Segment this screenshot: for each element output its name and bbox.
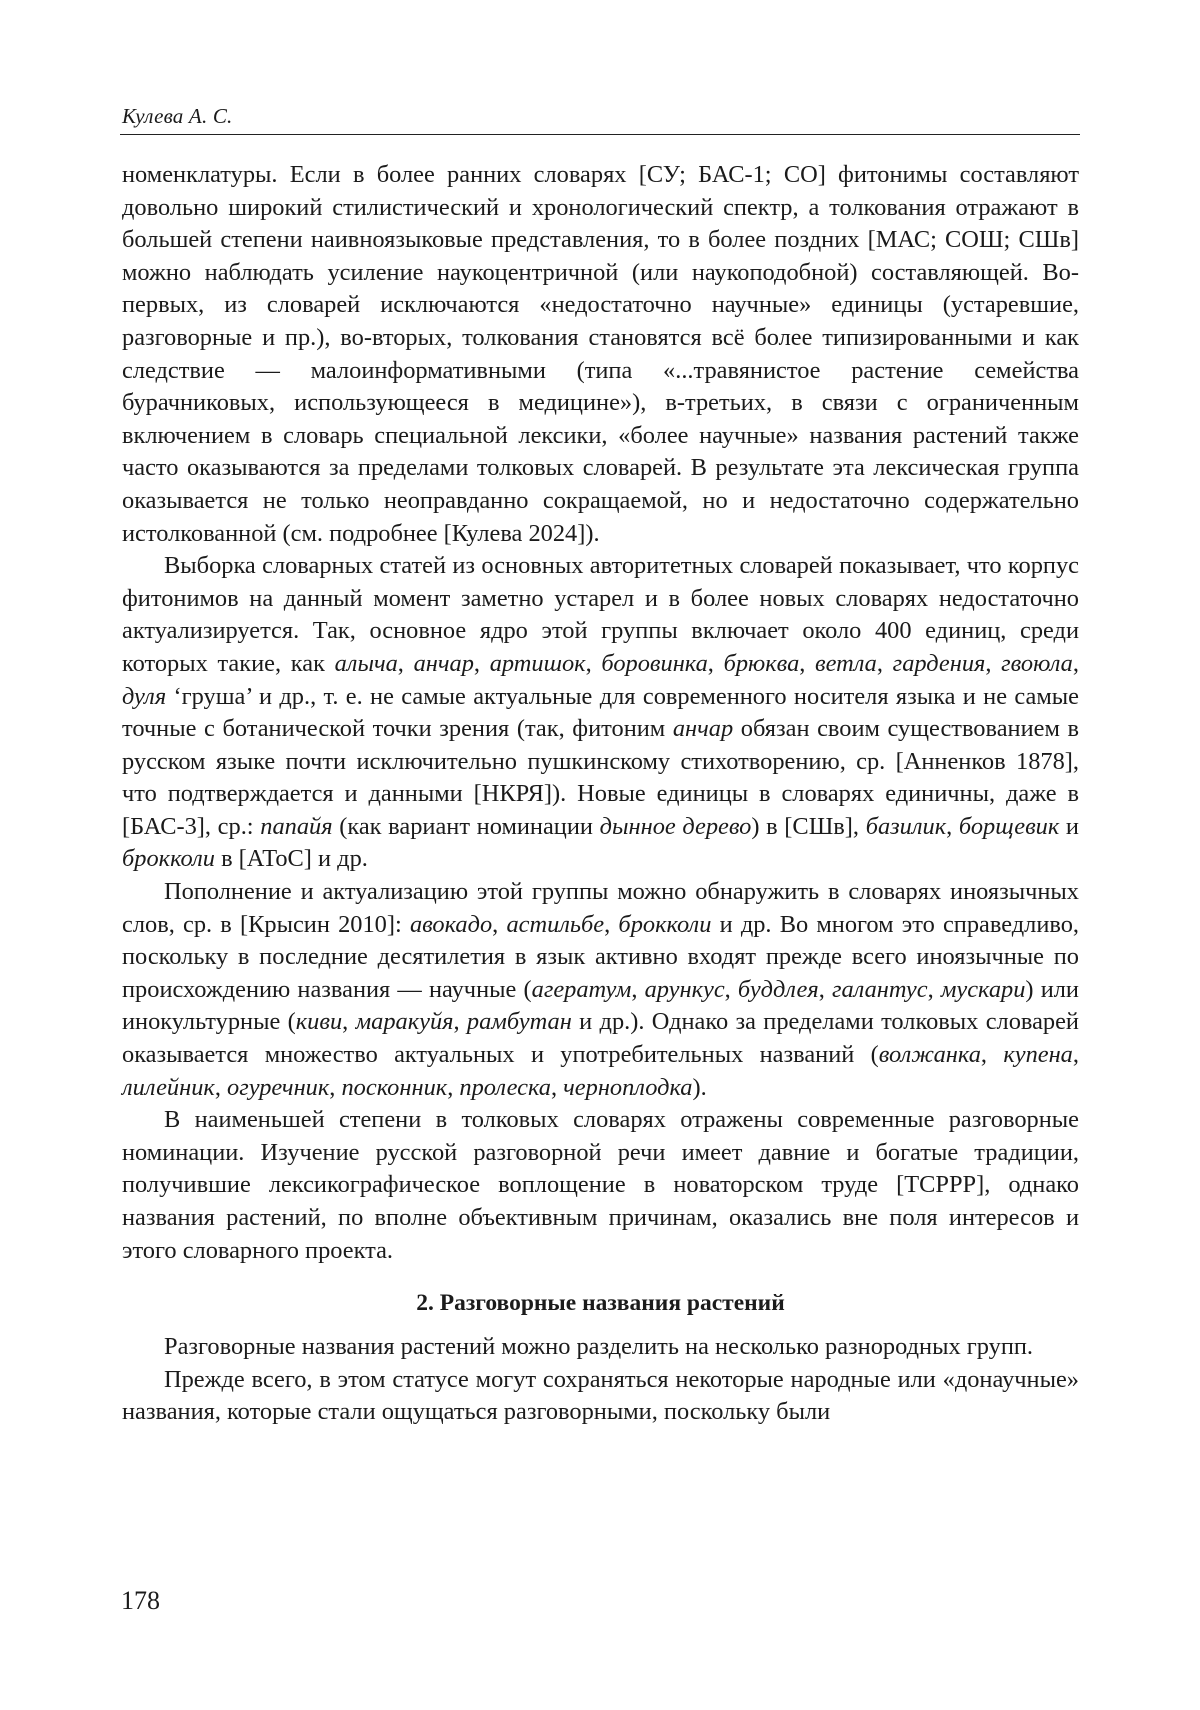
paragraph: Пополнение и актуализацию этой группы можно обнаружить в словарях иноязычных слов, ср. в [Крысин 2010]: авокадо, астильбе, брокколи и др. Во многом это справедливо, поскольку в последние десятилетия в язык активно входят прежде всего иноязычные по происхождению названия — научные (агератум, арункус, буддлея, галантус, мускари) или инокультурные (киви, маракуйя, рамбутан и др.). Однако за пределами толковых словарей оказывается множество актуальных и употребительных названий (волжанка, купена, лилейник, огуречник, посконник, пролеска, черноплодка). <box>122 878 1080 1101</box>
italic-term: брокколи <box>618 910 712 938</box>
section-heading: 2. Разговорные названия растений <box>416 1290 785 1317</box>
italic-term: авокадо <box>409 910 493 938</box>
italic-term: анчар <box>413 649 474 677</box>
italic-term: агератум <box>531 975 632 1003</box>
italic-term: рамбутан <box>466 1008 572 1036</box>
italic-term: анчар <box>672 715 734 743</box>
italic-term: брюква <box>723 649 800 677</box>
italic-term: артишок <box>489 649 586 677</box>
italic-term: папайя <box>260 812 333 840</box>
italic-term: купена <box>1003 1041 1073 1069</box>
running-head-author: Кулева А. С. <box>122 104 233 128</box>
italic-term: брокколи <box>122 845 215 873</box>
italic-term: огуречник <box>227 1073 330 1101</box>
italic-term: киви <box>295 1008 343 1036</box>
paragraphs-before-heading <box>122 159 1079 1267</box>
italic-term: галантус <box>831 975 928 1003</box>
italic-term: борщевик <box>958 812 1060 840</box>
italic-term: гвоюла <box>1001 649 1073 677</box>
italic-term: ветла <box>815 649 877 677</box>
italic-term: лилейник <box>122 1073 215 1101</box>
paragraph: Выборка словарных статей из основных авторитетных словарей показывает, что корпус фитонимов на данный момент заметно устарел и в более новых словарях недостаточно актуализируется. Так, основное ядро этой группы включает около 400 единиц, среди которых такие, как алыча, анчар, артишок, боровинка, брюква, ветла, гардения, гвоюла, дуля ‘груша’ и др., т. е. не самые актуальные для современного носителя языка и не самые точные с ботанической точки зрения (так, фитоним анчар обязан своим существованием в русском языке почти исключительно пушкинскому стихотворению, ср. [Анненков 1878], что подтверждается и данными [НКРЯ]). Новые единицы в словарях единичны, даже в [БАС-3], ср.: папайя (как вариант номинации дынное дерево) в [СШв], базилик, борщевик и брокколи в [АТоС] и др. <box>122 552 1079 873</box>
page-number: 178 <box>121 1586 160 1615</box>
header-rule <box>120 134 1080 135</box>
italic-term: астильбе <box>506 910 605 938</box>
paragraph: Разговорные названия растений можно разделить на несколько разнородных групп. <box>164 1333 1034 1361</box>
italic-term: волжанка <box>878 1041 981 1069</box>
paragraphs-after-heading <box>122 1331 1079 1429</box>
italic-term: маракуйя <box>355 1008 454 1036</box>
italic-term: боровинка <box>601 649 708 677</box>
italic-term: алыча <box>334 649 398 677</box>
body-text <box>122 159 1079 1429</box>
italic-term: базилик <box>865 812 947 840</box>
italic-term: черноплодка <box>563 1073 693 1101</box>
italic-term: посконник <box>341 1073 448 1101</box>
paragraph: Прежде всего, в этом статусе могут сохраняться некоторые народные или «донаучные» названия, которые стали ощущаться разговорными, поскольку были <box>122 1365 1079 1426</box>
italic-term: арункус <box>644 975 725 1003</box>
paragraph: номенклатуры. Если в более ранних словарях [СУ; БАС-1; СО] фитонимы составляют довольно широкий стилистический и хронологический спектр, а толкования отражают в большей степени наивноязыковые представления, то в более поздних [МАС; СОШ; СШв] можно наблюдать усиление наукоцентричной (или наукоподобной) составляющей. Во-первых, из словарей исключаются «недостаточно научные» единицы (устаревшие, разговорные и пр.), во-вторых, толкования становятся всё более типизированными и как следствие — малоинформативными (типа «...травянистое растение семейства бурачниковых, использующееся в медицине»), в-третьих, в связи с ограниченным включением в словарь специальной лексики, «более научные» названия растений также часто оказываются за пределами толковых словарей. В результате эта лексическая группа оказывается не только неоправданно сокращаемой, но и недостаточно содержательно истолкованной (см. подробнее [Кулева 2024]). <box>122 161 1079 547</box>
paragraph: В наименьшей степени в толковых словарях отражены современные разговорные номинации. Изучение русской разговорной речи имеет давние и богатые традиции, получившие лексикографическое воплощение в новаторском труде [ТСРРР], однако названия растений, по вполне объективным причинам, оказались вне поля интересов и этого словарного проекта. <box>122 1106 1079 1264</box>
italic-term: дынное дерево <box>599 812 752 840</box>
italic-term: гардения <box>892 649 986 677</box>
italic-term: буддлея <box>737 975 819 1003</box>
italic-term: пролеска <box>459 1073 551 1101</box>
italic-term: дуля <box>122 682 167 710</box>
italic-term: мускари <box>940 975 1026 1003</box>
